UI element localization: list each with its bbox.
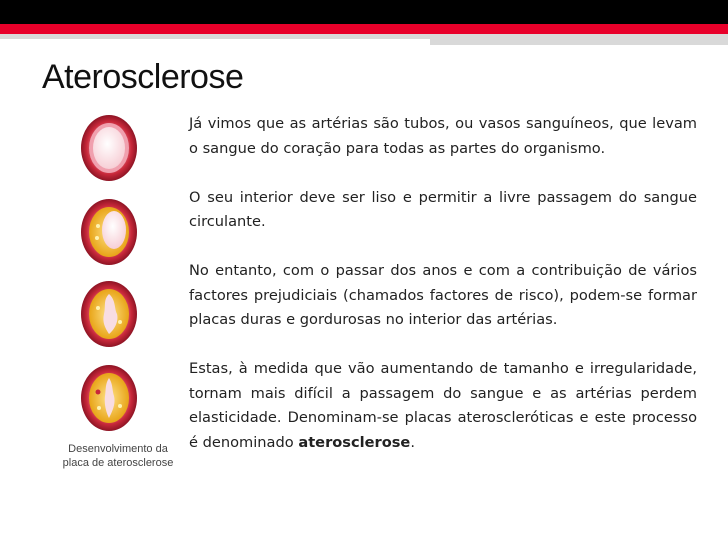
top-black-bar bbox=[0, 0, 728, 24]
artery-stages-graphic bbox=[62, 108, 174, 438]
illustration-caption bbox=[62, 442, 174, 470]
paragraph-4-end: . bbox=[410, 433, 415, 451]
paragraph-2: O seu interior deve ser liso e permitir a livre passagem do sangue circulante. bbox=[189, 188, 697, 230]
slide-body bbox=[189, 112, 697, 455]
artery-stage-3-icon bbox=[81, 281, 137, 347]
caption-line-2: placa de aterosclerose bbox=[62, 457, 174, 469]
slide-title: Aterosclerose bbox=[42, 58, 244, 96]
artery-stage-4-icon bbox=[81, 365, 137, 431]
artery-stage-1-icon bbox=[81, 115, 137, 181]
caption-line-1: Desenvolvimento da bbox=[68, 443, 168, 455]
paragraph-3: No entanto, com o passar dos anos e com a contribuição de vários factores prejudiciais (chamados factores de risco), podem-se formar placas duras e gordurosas no interior das artérias. bbox=[189, 262, 697, 328]
grey-accent-tab bbox=[430, 39, 728, 45]
paragraph-4 bbox=[189, 357, 697, 455]
paragraph-1: Já vimos que as artérias são tubos, ou vasos sanguíneos, que levam o sangue do coração para todas as partes do organismo. bbox=[189, 115, 697, 157]
artery-stage-2-icon bbox=[81, 199, 137, 265]
paragraph-4-text: Estas, à medida que vão aumentando de tamanho e irregularidade, tornam mais difícil a passagem do sangue e as artérias perdem elasticidade. Denominam-se placas ateroscleróticas e este processo é denominado bbox=[189, 360, 697, 451]
artery-plaque-illustration bbox=[62, 108, 174, 478]
red-accent-bar bbox=[0, 24, 728, 34]
paragraph-4-bold-term: aterosclerose bbox=[298, 433, 411, 451]
